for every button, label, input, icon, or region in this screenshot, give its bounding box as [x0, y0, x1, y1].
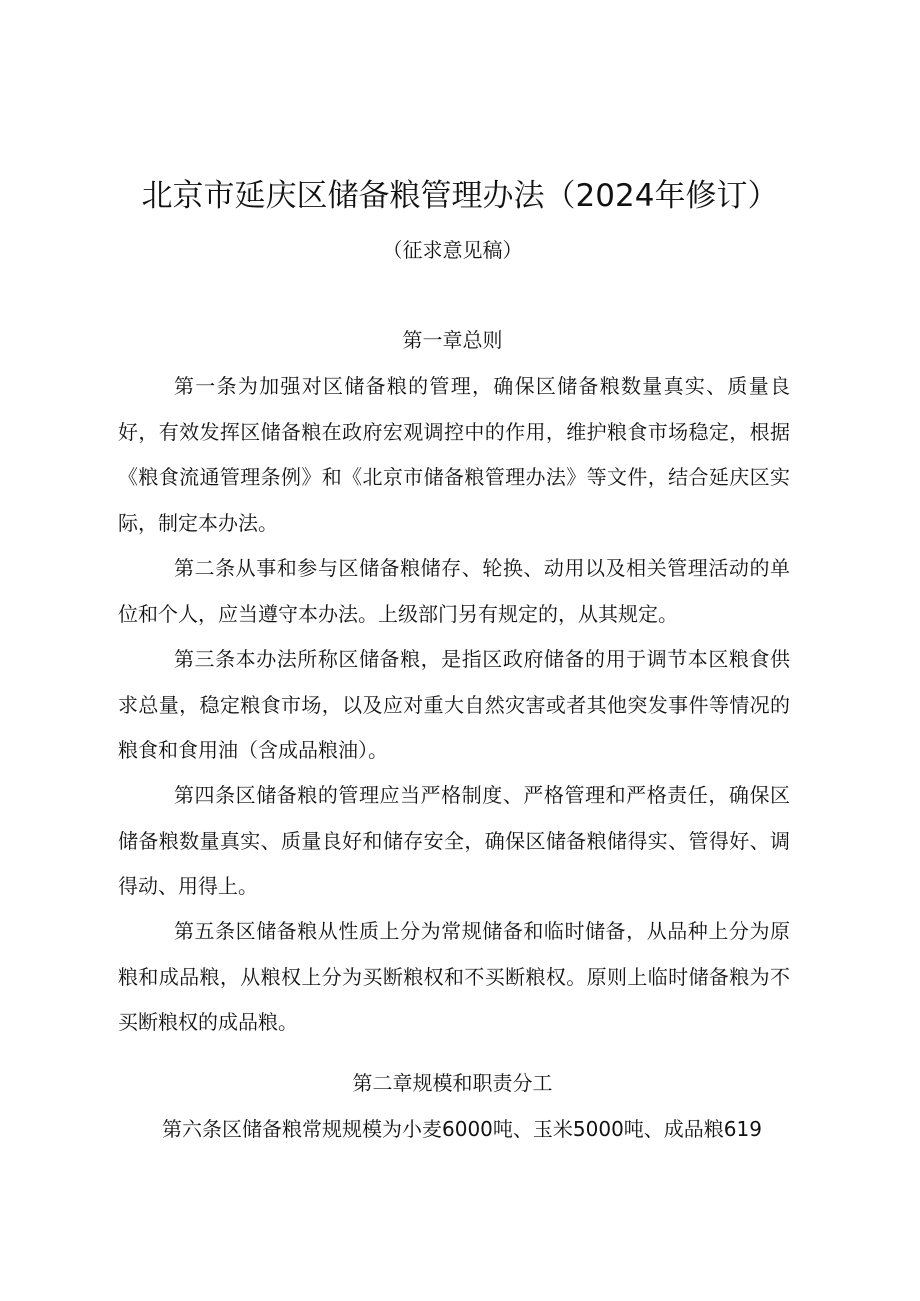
chapter-heading-general-provisions: 第一章总则 — [402, 328, 503, 352]
article-4: 第四条区储备粮的管理应当严格制度、严格管理和严格责任，确保区储备粮数量真实、质量良好和储存安全，确保区储备粮储得实、管得好、调得动、用得上。 — [118, 783, 790, 899]
article-1: 第一条为加强对区储备粮的管理，确保区储备粮数量真实、质量良好，有效发挥区储备粮在政府宏观调控中的作用，维护粮食市场稳定，根据《粮食流通管理条例》和《北京市储备粮管理办法》等文件，结合延庆区实际，制定本办法。 — [118, 374, 790, 535]
document-title: 北京市延庆区储备粮管理办法（2024年修订） — [141, 178, 779, 214]
article-3: 第三条本办法所称区储备粮，是指区政府储备的用于调节本区粮食供求总量，稳定粮食市场，以及应对重大自然灾害或者其他突发事件等情况的粮食和食用油（含成品粮油）。 — [118, 647, 790, 763]
article-6: 第六条区储备粮常规规模为小麦6000吨、玉米5000吨、成品粮619 — [162, 1117, 762, 1141]
document-subtitle: （征求意见稿） — [382, 238, 523, 262]
article-5: 第五条区储备粮从性质上分为常规储备和临时储备，从品种上分为原粮和成品粮，从粮权上分为买断粮权和不买断粮权。原则上临时储备粮为不买断粮权的成品粮。 — [118, 919, 790, 1035]
article-2: 第二条从事和参与区储备粮储存、轮换、动用以及相关管理活动的单位和个人，应当遵守本办法。上级部门另有规定的，从其规定。 — [118, 556, 790, 626]
chapter-heading-scale-and-duties: 第二章规模和职责分工 — [352, 1071, 553, 1095]
